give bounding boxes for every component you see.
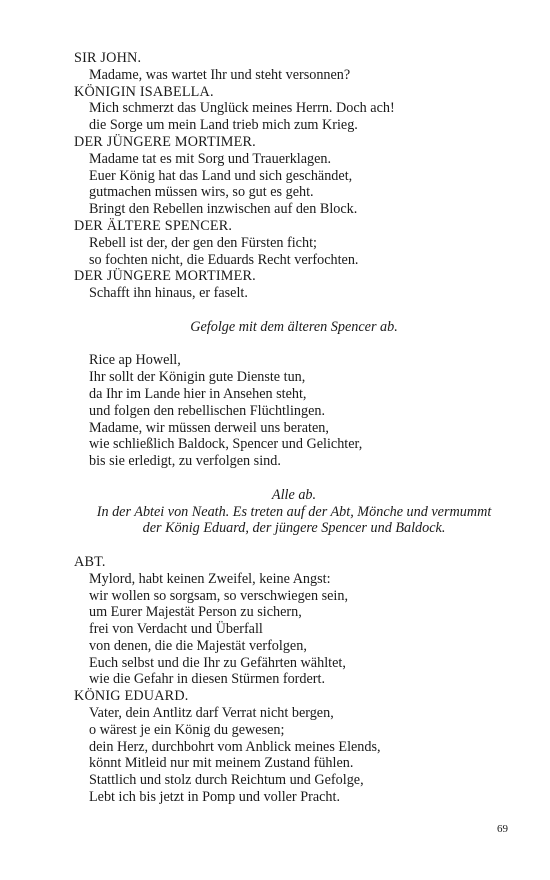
spacer [74,470,514,487]
verse-line: gutmachen müssen wirs, so gut es geht. [89,184,314,201]
verse-line: frei von Verdacht und Überfall [89,621,263,638]
verse-line: Euch selbst und die Ihr zu Gefährten wähltet, [89,654,346,671]
verse-line: Stattlich und stolz durch Reichtum und Gefolge, [89,772,364,789]
verse-line: Madame, wir müssen derweil uns beraten, [89,419,329,436]
verse-line: Schafft ihn hinaus, er faselt. [89,285,248,302]
verse-line: von denen, die die Majestät verfolgen, [89,637,307,654]
verse-line: wie schließlich Baldock, Spencer und Gelichter, [89,436,363,453]
verse-line: Ihr sollt der Königin gute Dienste tun, [89,369,306,386]
verse-line: Mich schmerzt das Unglück meines Herrn. Doch ach! [89,100,395,117]
stage-direction: In der Abtei von Neath. Es treten auf der Abt, Mönche und vermummt [96,503,492,520]
page-number: 69 [497,823,508,835]
verse-line: die Sorge um mein Land trieb mich zum Krieg. [89,117,358,134]
verse-line: da Ihr im Lande hier in Ansehen steht, [89,385,307,402]
verse-line: wie die Gefahr in diesen Stürmen fordert. [89,671,325,688]
verse-line: bis sie erledigt, zu verfolgen sind. [89,453,281,470]
verse-line: könnt Mitleid nur mit meinem Zustand fühlen. [89,755,354,772]
verse-line: Vater, dein Antlitz darf Verrat nicht bergen, [89,705,334,722]
spacer [74,302,514,319]
verse-line: und folgen den rebellischen Flüchtlingen. [89,402,326,419]
verse-line: dein Herz, durchbohrt vom Anblick meines Elends, [89,738,381,755]
spacer [74,336,514,353]
stage-direction: der König Eduard, der jüngere Spencer und Baldock. [142,520,446,537]
spacer [74,537,514,554]
verse-line: wir wollen so sorgsam, so verschwiegen sein, [89,587,349,604]
speaker-name: DER ÄLTERE SPENCER. [74,217,233,234]
speaker-name: DER JÜNGERE MORTIMER. [74,268,256,285]
verse-line: Rice ap Howell, [89,352,181,369]
verse-line: Lebt ich bis jetzt in Pomp und voller Pracht. [89,789,340,806]
stage-direction: Gefolge mit dem älteren Spencer ab. [190,318,398,335]
verse-line: Madame, was wartet Ihr und steht versonnen? [89,66,351,83]
verse-line: o wärest je ein König du gewesen; [89,721,285,738]
speaker-name: KÖNIGIN ISABELLA. [74,83,214,100]
speaker-name: DER JÜNGERE MORTIMER. [74,133,256,150]
speaker-name: KÖNIG EDUARD. [74,688,189,705]
verse-line: so fochten nicht, die Eduards Recht verfochten. [89,251,359,268]
speaker-name: ABT. [74,553,106,570]
verse-line: um Eurer Majestät Person zu sichern, [89,604,302,621]
verse-line: Rebell ist der, der gen den Fürsten ficht; [89,234,317,251]
verse-line: Mylord, habt keinen Zweifel, keine Angst: [89,570,331,587]
verse-line: Euer König hat das Land und sich geschändet, [89,167,353,184]
verse-line: Bringt den Rebellen inzwischen auf den Block. [89,201,358,218]
speaker-name: SIR JOHN. [74,50,142,66]
verse-line: Madame tat es mit Sorg und Trauerklagen. [89,150,332,167]
stage-direction: Alle ab. [271,486,317,503]
document-page [74,50,514,806]
